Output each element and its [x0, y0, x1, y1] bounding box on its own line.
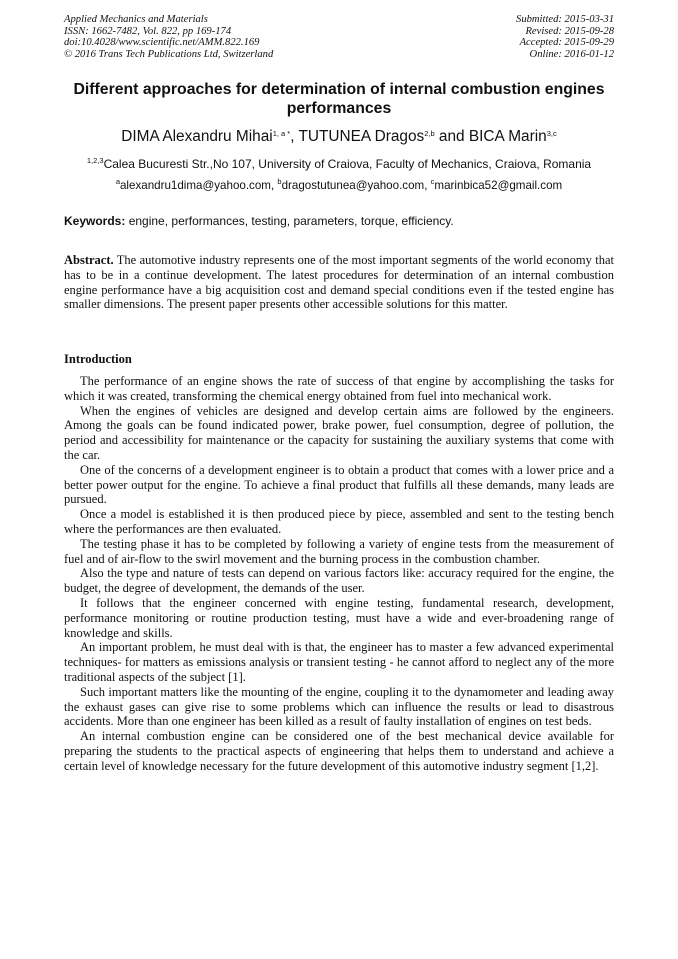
abstract-text: The automotive industry represents one of the most important segments of the world economy that has to be in a continue development. The latest procedures for determination of an internal combustion engine performance have a big acquisition cost and demand special conditions even if the tested engine has smaller dimensions. The present paper presents other accessible solutions for this matter. — [64, 253, 614, 312]
author-separator: , — [290, 128, 299, 145]
affiliation-marker: 1,2,3 — [86, 156, 104, 165]
email-a[interactable]: alexandru1dima@yahoo.com — [119, 179, 271, 192]
journal-info — [64, 14, 273, 60]
paragraph: The performance of an engine shows the rate of success of that engine by accomplishing the tasks for which it was created, transforming the chemical energy obtained from fuel into mechanical work. — [64, 374, 614, 403]
journal-name: Applied Mechanics and Materials — [64, 14, 208, 25]
author-2: TUTUNEA Dragos — [298, 128, 425, 145]
introduction-heading: Introduction — [64, 352, 132, 366]
affiliation — [40, 157, 638, 171]
journal-doi: doi:10.4028/www.scientific.net/AMM.822.169 — [64, 37, 260, 49]
paragraph: One of the concerns of a development engineer is to obtain a product that comes with a lower price and a better power output for the engine. To achieve a final product that fulfills all these demands, many leads are pursued. — [64, 462, 614, 507]
paragraph: When the engines of vehicles are designed and develop certain aims are followed by the engineers. Among the goals can be found indicated power, brake power, fuel consumption, degree of pollution, the period and accessibility for maintenance or the capacity for sustaining the auxiliary systems that come with the car. — [64, 403, 614, 462]
paragraph: An important problem, he must deal with is that, the engineer has to master a few advanced experimental techniques- for matters as emissions analysis or transient testing - he cannot afford to neglect any of the more traditional aspects of the subject [1]. — [64, 640, 614, 684]
paragraph: Such important matters like the mounting of the engine, coupling it to the dynamometer and leading away the exhaust gases can give rise to some problems which can influence the results or lead to disastrous accidents. More than one engineer has been killed as a result of faulty installation of engines on test beds. — [64, 684, 614, 729]
affiliation-text: Calea Bucuresti Str.,No 107, University of Craiova, Faculty of Mechanics, Craiova, Romania — [103, 157, 592, 171]
author-emails — [40, 179, 638, 193]
paragraph: An internal combustion engine can be considered one of the best mechanical device available for preparing the students to the practical aspects of engineering that helps them to understand and achieve a certain level of knowledge necessary for the future development of this automotive industry segment [1,2]. — [64, 729, 614, 773]
email-c-marker: c — [430, 177, 435, 186]
date-online: Online: 2016-01-12 — [529, 48, 614, 60]
introduction-body — [64, 374, 614, 774]
paragraph: It follows that the engineer concerned with engine testing, fundamental research, development, performance monitoring or routine production testing, must have a wide and ever-broadening range of knowledge and skills. — [64, 595, 614, 640]
paragraph: Also the type and nature of tests can depend on various factors like: accuracy required for the engine, the budget, the degree of development, the demands of the user. — [64, 566, 614, 596]
keywords-text: engine, performances, testing, parameters, torque, efficiency. — [125, 214, 454, 228]
email-separator: , — [424, 179, 431, 192]
author-1: DIMA Alexandru Mihai — [121, 128, 273, 145]
keywords-label: Keywords: — [64, 214, 126, 228]
author-2-marker: 2,b — [424, 129, 435, 138]
abstract-label: Abstract. — [64, 253, 114, 267]
publication-dates — [516, 14, 614, 60]
email-b[interactable]: dragostutunea@yahoo.com — [281, 179, 425, 192]
journal-copyright: © 2016 Trans Tech Publications Ltd, Switzerland — [64, 48, 274, 60]
date-revised: Revised: 2015-09-28 — [525, 25, 614, 37]
paragraph: The testing phase it has to be completed by following a variety of engine tests from the measurement of fuel and of air-flow to the swirl movement and the burning process in the combustion chamber. — [64, 536, 614, 566]
journal-issn: ISSN: 1662-7482, Vol. 822, pp 169-174 — [64, 25, 232, 37]
date-accepted: Accepted: 2015-09-29 — [519, 37, 614, 49]
author-list — [40, 128, 638, 146]
author-3-marker: 3,c — [546, 129, 557, 138]
email-separator: , — [270, 179, 278, 192]
author-3: BICA Marin — [468, 128, 547, 145]
paper-title: Different approaches for determination of internal combustion engines performances — [73, 81, 605, 117]
email-c[interactable]: marinbica52@gmail.com — [434, 179, 563, 192]
author-1-marker: 1, a * — [272, 129, 291, 138]
email-b-marker: b — [277, 177, 282, 186]
paragraph: Once a model is established it is then produced piece by piece, assembled and sent to the testing bench where the performances are then evaluated. — [64, 507, 614, 536]
author-separator: and — [434, 128, 469, 145]
keywords — [64, 214, 614, 228]
abstract — [64, 253, 614, 312]
email-a-marker: a — [115, 177, 120, 186]
date-submitted: Submitted: 2015-03-31 — [516, 14, 614, 25]
